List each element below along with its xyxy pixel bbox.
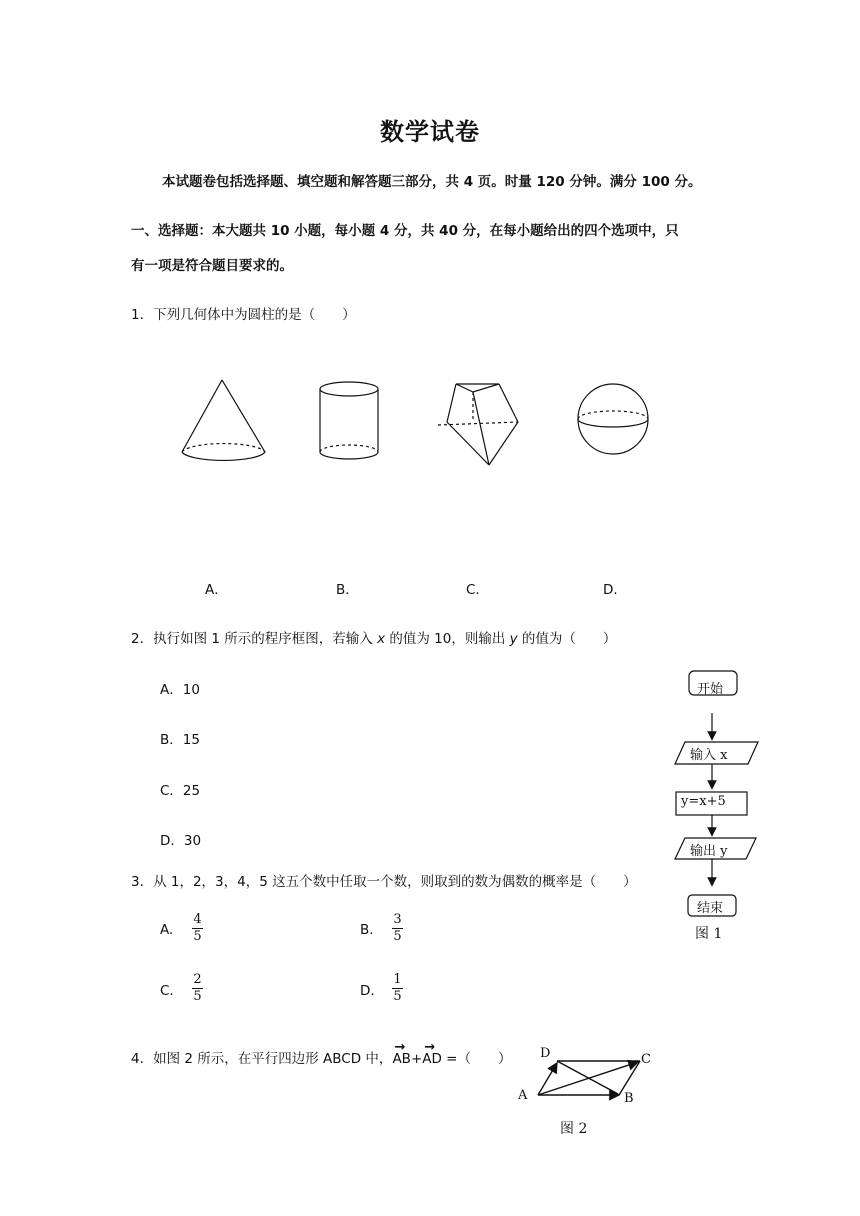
figure2-caption: 图 2 xyxy=(560,1121,588,1137)
vertex-label-b: B xyxy=(624,1091,634,1106)
cylinder-icon xyxy=(320,382,378,459)
flowchart-process-label: y=x+5 xyxy=(681,794,726,809)
exam-intro: 本试题卷包括选择题、填空题和解答题三部分，共 4 页。时量 120 分钟。满分 100 分。 xyxy=(162,174,702,190)
q2-option-c[interactable]: C．25 xyxy=(160,783,201,799)
fraction-numerator: 4 xyxy=(193,912,202,927)
cone-icon xyxy=(182,380,265,460)
vector-ab: → AB xyxy=(392,1051,411,1067)
q3-option-c-label[interactable]: C. xyxy=(160,983,174,999)
q2-stem xyxy=(131,627,616,647)
vector-ad: → AD xyxy=(422,1051,442,1067)
q1-option-b[interactable]: B． xyxy=(336,582,359,598)
q3-option-d-fraction[interactable] xyxy=(392,973,403,1004)
section-heading-line1: 一、选择题：本大题共 10 小题，每小题 4 分，共 40 分，在每小题给出的四个选项中，只 xyxy=(131,223,679,239)
q3-option-b-label[interactable]: B. xyxy=(360,922,374,938)
sphere-icon xyxy=(578,384,648,454)
q4-stem-pre: 4．如图 2 所示，在平行四边形 ABCD 中， xyxy=(131,1051,393,1067)
side-cb xyxy=(619,1061,640,1095)
prism-icon xyxy=(438,384,518,465)
q2-stem-mid: 的值为 10，则输出 xyxy=(385,631,510,647)
q3-option-a-label[interactable]: A. xyxy=(160,922,174,938)
fraction-denominator: 5 xyxy=(193,989,202,1004)
q3-option-b-fraction[interactable] xyxy=(392,913,403,944)
flowchart-end-label: 结束 xyxy=(697,901,724,916)
q4-stem xyxy=(131,1047,512,1067)
vertex-label-a: A xyxy=(518,1088,528,1103)
q2-stem-pre: 2．执行如图 1 所示的程序框图，若输入 xyxy=(131,631,378,647)
vertex-label-c: C xyxy=(641,1052,651,1067)
fraction-numerator: 2 xyxy=(193,972,202,987)
fraction-denominator: 5 xyxy=(393,929,402,944)
fraction-numerator: 1 xyxy=(393,972,402,987)
q3-option-c-fraction[interactable] xyxy=(192,973,203,1004)
q2-var-y: y xyxy=(509,631,518,647)
q1-option-d[interactable]: D． xyxy=(603,582,627,598)
fraction-denominator: 5 xyxy=(193,929,202,944)
q2-stem-post: 的值为（ ） xyxy=(517,631,617,647)
q1-option-c[interactable]: C． xyxy=(466,582,489,598)
q2-var-x: x xyxy=(377,631,386,647)
fraction-denominator: 5 xyxy=(393,989,402,1004)
page-title: 数学试卷 xyxy=(380,118,480,146)
q1-option-a[interactable]: A． xyxy=(205,582,228,598)
q3-stem: 3．从 1，2，3，4，5 这五个数中任取一个数，则取到的数为偶数的概率是（ ） xyxy=(131,874,637,890)
q3-option-a-fraction[interactable] xyxy=(192,913,203,944)
q2-option-d[interactable]: D．30 xyxy=(160,833,202,849)
vertex-label-d: D xyxy=(540,1046,551,1061)
diagonal-db xyxy=(557,1061,618,1094)
section-heading-line2: 有一项是符合题目要求的。 xyxy=(131,258,293,274)
q3-option-d-label[interactable]: D. xyxy=(360,983,375,999)
q2-option-a[interactable]: A．10 xyxy=(160,682,200,698)
fraction-numerator: 3 xyxy=(393,912,402,927)
q4-stem-post: =（ ） xyxy=(441,1051,512,1067)
flowchart-output-label: 输出 y xyxy=(690,844,728,859)
flowchart-input-label: 输入 x xyxy=(690,748,728,763)
q2-option-b[interactable]: B．15 xyxy=(160,732,200,748)
q1-figures xyxy=(170,370,680,480)
figure1-caption: 图 1 xyxy=(695,926,723,942)
flowchart-start-label: 开始 xyxy=(697,682,724,697)
q1-stem: 1．下列几何体中为圆柱的是（ ） xyxy=(131,307,356,323)
plus-sign: + xyxy=(410,1051,423,1067)
